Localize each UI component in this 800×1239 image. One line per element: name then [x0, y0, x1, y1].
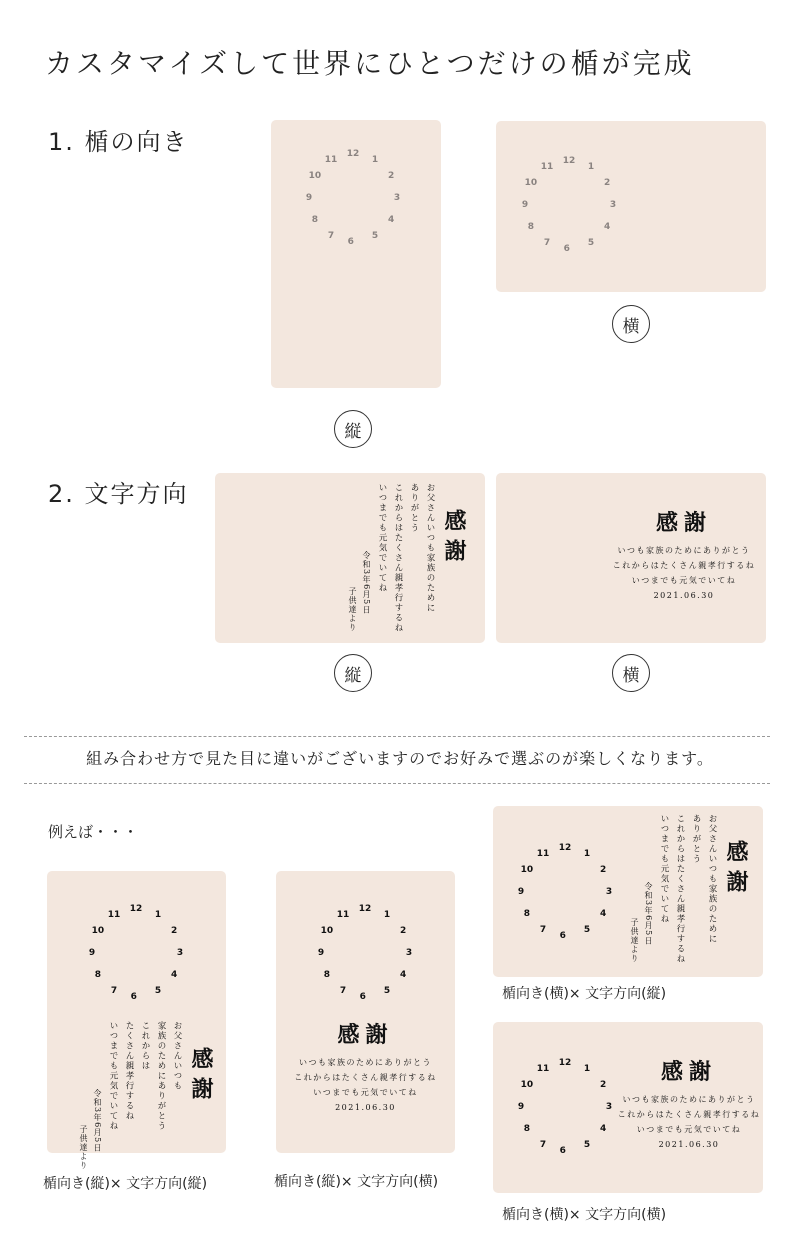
clock-number: 5: [371, 231, 379, 242]
example-label: 楯向き(横)× 文字方向(横): [502, 1207, 667, 1223]
page-title: カスタマイズして世界にひとつだけの楯が完成: [45, 47, 695, 80]
example-label: 楯向き(縦)× 文字方向(横): [274, 1174, 439, 1190]
clock-number: 2: [170, 926, 178, 936]
clock-number: 2: [387, 171, 395, 181]
message-line: お父さんいつも: [172, 1021, 182, 1091]
message-line: これからはたくさん親孝行するね: [612, 561, 756, 570]
message-line: これからはたくさん親孝行するね: [294, 1073, 437, 1082]
message-title: 感謝: [723, 840, 749, 900]
message-from: 子供達より: [79, 1125, 88, 1170]
message-line: いつも家族のためにありがとう: [299, 1058, 432, 1067]
message-line: ありがとう: [691, 814, 701, 864]
message-title: 感謝: [655, 510, 712, 536]
clock-number: 10: [320, 926, 334, 936]
example-card-vertical-horizontal: [276, 871, 455, 1153]
message-date: 令和3年6月5日: [644, 882, 653, 946]
message-line: これからはたくさん親孝行するね: [617, 1110, 761, 1119]
divider: [24, 736, 770, 737]
clock-number: 8: [311, 215, 319, 225]
clock-number: 10: [524, 178, 538, 188]
text-vertical-badge: 縦: [334, 654, 372, 692]
clock-number: 11: [336, 909, 350, 920]
clock-number: 9: [305, 193, 313, 203]
example-card-vertical-vertical: [47, 871, 226, 1170]
clock-number: 6: [347, 236, 354, 247]
message-line: これからは: [140, 1021, 150, 1071]
message-date: 2021.06.30: [653, 591, 715, 600]
message-title: 感謝: [188, 1047, 214, 1107]
clock-number: 5: [583, 1140, 591, 1151]
vertical-message: [78, 1021, 214, 1170]
message-line: お父さんいつも家族のために: [707, 814, 717, 944]
clock-number: 3: [405, 948, 413, 958]
clock-number: 10: [308, 171, 322, 181]
shield-vertical-card: [271, 120, 441, 388]
clock-number: 6: [559, 1145, 566, 1156]
clock-number: 1: [154, 909, 162, 920]
clock-number: 2: [599, 865, 607, 875]
clock-number: 9: [517, 1102, 525, 1112]
clock-number: 11: [536, 1063, 550, 1074]
clock-number: 5: [583, 925, 591, 936]
clock-number: 5: [587, 238, 595, 249]
clock-number: 1: [583, 848, 591, 859]
example-card-horizontal-vertical: [493, 806, 763, 977]
clock-number: 4: [599, 909, 607, 919]
clock-number: 12: [346, 149, 360, 159]
divider: [24, 783, 770, 784]
clock-number: 12: [558, 1058, 572, 1068]
horizontal-message: [608, 509, 760, 603]
clock-number: 4: [603, 222, 611, 232]
clock-number: 2: [599, 1080, 607, 1090]
clock-number: 12: [558, 843, 572, 853]
clock-number: 12: [562, 156, 576, 166]
message-line: いつまでも元気でいてね: [108, 1021, 118, 1131]
message-date: 2021.06.30: [658, 1140, 720, 1149]
clock-number: 5: [154, 986, 162, 997]
message-date: 2021.06.30: [335, 1103, 396, 1112]
clock-number: 3: [393, 193, 401, 203]
clock-number: 11: [536, 848, 550, 859]
clock-number: 11: [540, 161, 554, 172]
text-vertical-card: [215, 473, 485, 643]
message-line: たくさん親孝行するね: [124, 1021, 134, 1121]
clock-number: 1: [383, 909, 391, 920]
clock-number: 8: [523, 1124, 531, 1134]
example-label: 楯向き(横)× 文字方向(縦): [502, 986, 667, 1002]
section-orientation-heading: 1. 楯の向き: [48, 128, 189, 156]
clock-number: 4: [399, 970, 407, 980]
clock-number: 1: [583, 1063, 591, 1074]
clock-number: 8: [94, 970, 102, 980]
message-line: いつまでも元気でいてね: [659, 814, 669, 924]
clock-number: 10: [91, 926, 105, 936]
clock-number: 9: [88, 948, 96, 958]
message-line: ありがとう: [409, 483, 419, 533]
clock-number: 7: [339, 986, 347, 997]
clock-number: 3: [605, 887, 613, 897]
clock-number: 2: [399, 926, 407, 936]
clock-number: 6: [359, 991, 366, 1002]
clock-number: 7: [539, 1140, 547, 1151]
clock-number: 7: [539, 925, 547, 936]
vertical-message: [347, 483, 467, 641]
message-line: いつまでも元気でいてね: [636, 1125, 742, 1134]
note-text: 組み合わせ方で見た目に違いがございますのでお好みで選ぶのが楽しくなります。: [86, 749, 714, 768]
example-label: 楯向き(縦)× 文字方向(縦): [43, 1176, 208, 1192]
clock-number: 9: [517, 887, 525, 897]
horizontal-message: [282, 1021, 449, 1115]
section-text-direction-heading: 2. 文字方向: [48, 480, 189, 508]
example-card-horizontal-horizontal: [493, 1022, 763, 1193]
clock-number: 10: [520, 865, 534, 875]
examples-heading: 例えば・・・: [48, 823, 139, 841]
clock-number: 11: [107, 909, 121, 920]
clock-number: 6: [559, 930, 566, 941]
message-title: 感謝: [337, 1022, 394, 1048]
clock-number: 11: [324, 154, 338, 165]
message-title: 感謝: [441, 509, 467, 569]
clock-number: 1: [371, 154, 379, 165]
clock-number: 8: [323, 970, 331, 980]
message-date: 令和3年6月5日: [362, 551, 371, 615]
clock-number: 9: [317, 948, 325, 958]
clock-number: 4: [599, 1124, 607, 1134]
message-line: いつも家族のためにありがとう: [622, 1095, 756, 1104]
message-from: 子供達より: [630, 918, 639, 963]
clock-number: 1: [587, 161, 595, 172]
clock-number: 3: [609, 200, 617, 210]
orientation-vertical-badge: 縦: [334, 410, 372, 448]
clock-number: 10: [520, 1080, 534, 1090]
clock-number: 7: [110, 986, 118, 997]
horizontal-message: [617, 1058, 761, 1152]
message-line: お父さんいつも家族のために: [425, 483, 435, 613]
clock-number: 6: [130, 991, 137, 1002]
clock-number: 7: [327, 231, 335, 242]
clock-number: 7: [543, 238, 551, 249]
clock-number: 5: [383, 986, 391, 997]
vertical-message: [629, 814, 749, 974]
clock-number: 4: [170, 970, 178, 980]
clock-number: 8: [523, 909, 531, 919]
message-line: これからはたくさん親孝行するね: [675, 814, 685, 964]
message-line: いつまでも元気でいてね: [377, 483, 387, 593]
message-from: 子供達より: [348, 587, 357, 632]
orientation-horizontal-badge: 横: [612, 305, 650, 343]
clock-number: 12: [129, 904, 143, 914]
message-title: 感謝: [660, 1059, 717, 1085]
text-horizontal-badge: 横: [612, 654, 650, 692]
message-line: 家族のためにありがとう: [156, 1021, 166, 1131]
shield-horizontal-card: [496, 121, 766, 292]
clock-number: 3: [605, 1102, 613, 1112]
clock-number: 4: [387, 215, 395, 225]
message-line: これからはたくさん親孝行するね: [393, 483, 403, 633]
message-line: いつも家族のためにありがとう: [617, 546, 751, 555]
clock-number: 2: [603, 178, 611, 188]
message-line: いつまでも元気でいてね: [631, 576, 737, 585]
clock-number: 6: [563, 243, 570, 254]
message-line: いつまでも元気でいてね: [313, 1088, 418, 1097]
clock-number: 12: [358, 904, 372, 914]
clock-number: 9: [521, 200, 529, 210]
clock-number: 8: [527, 222, 535, 232]
message-date: 令和3年6月5日: [93, 1089, 102, 1153]
text-horizontal-card: [496, 473, 766, 643]
clock-number: 3: [176, 948, 184, 958]
